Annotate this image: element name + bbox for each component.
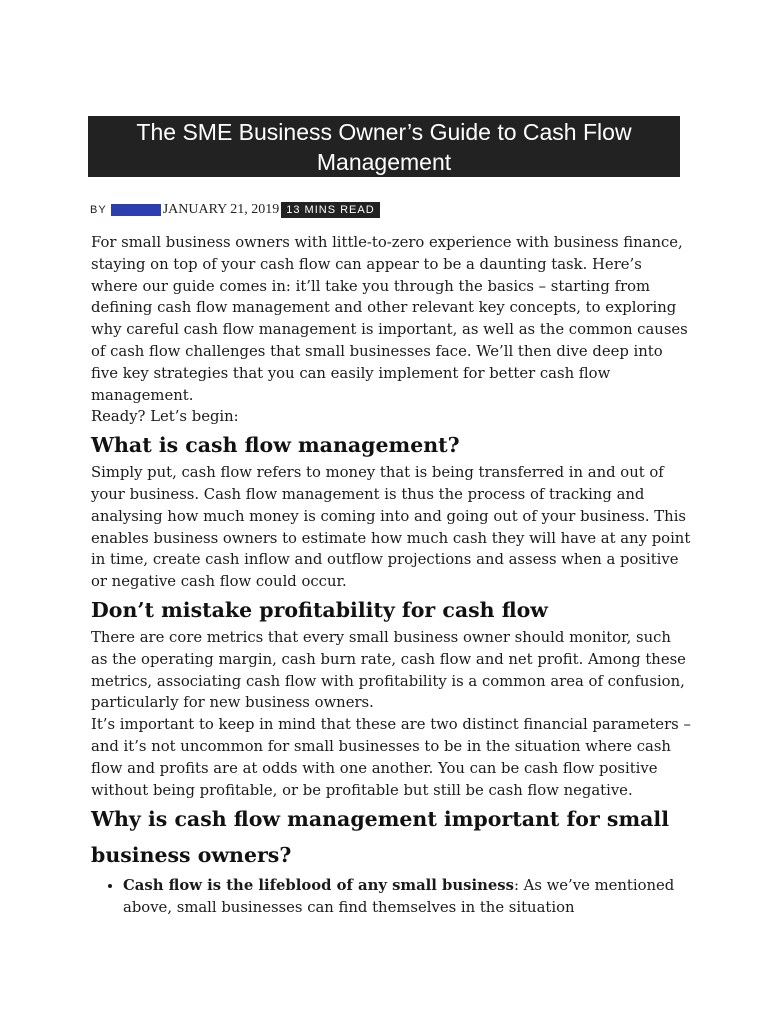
section-heading-profitability: Don’t mistake profitability for cash flow: [91, 597, 548, 622]
article-body: [91, 232, 691, 919]
author-link[interactable]: admin: [111, 204, 161, 216]
list-item-bold: Cash flow is the lifeblood of any small business: [123, 877, 514, 895]
section-heading-cash-flow-management: What is cash flow management?: [91, 433, 460, 458]
section2-paragraph-2: It’s important to keep in mind that these are two distinct financial parameters – and it’s not uncommon for small businesses to be in the situation where cash flow and profits are at odds with one another. You can be cash flow positive without being profitable, or be profitable but still be cash flow negative.: [91, 716, 691, 799]
byline-label: BY: [90, 204, 107, 216]
importance-list: [91, 875, 691, 919]
section2-paragraph-1: There are core metrics that every small business owner should monitor, such as the operating margin, cash burn rate, cash flow and net profit. Among these metrics, associating cash flow with profitability is a common area of confusion, particularly for new business owners.: [91, 628, 686, 712]
ready-line: Ready? Let’s begin:: [91, 408, 239, 426]
read-time-badge: 13 MINS READ: [281, 202, 379, 218]
article-meta: [90, 201, 380, 219]
list-item-text: : As we’ve mentioned above, small businesses can find themselves in the situation: [123, 877, 675, 917]
section-heading-importance: Why is cash flow management important for small business owners?: [91, 807, 670, 868]
section1-paragraph: Simply put, cash flow refers to money that is being transferred in and out of your business. Cash flow management is thus the process of tracking and analysing how much money is coming into and going out of your business. This enables business owners to estimate how much cash they will have at any point in time, create cash inflow and outflow projections and assess when a positive or negative cash flow could occur.: [91, 464, 691, 591]
article-title: The SME Business Owner’s Guide to Cash Flow Management: [88, 116, 680, 177]
list-item: [123, 875, 691, 919]
publish-date: JANUARY 21, 2019: [162, 202, 280, 217]
intro-paragraph: For small business owners with little-to-zero experience with business finance, staying on top of your cash flow can appear to be a daunting task. Here’s where our guide comes in: it’ll take you through the basics – starting from defining cash flow management and other relevant key concepts, to exploring why careful cash flow management is important, as well as the common causes of cash flow challenges that small businesses face. We’ll then dive deep into five key strategies that you can easily implement for better cash flow management.: [91, 234, 688, 404]
